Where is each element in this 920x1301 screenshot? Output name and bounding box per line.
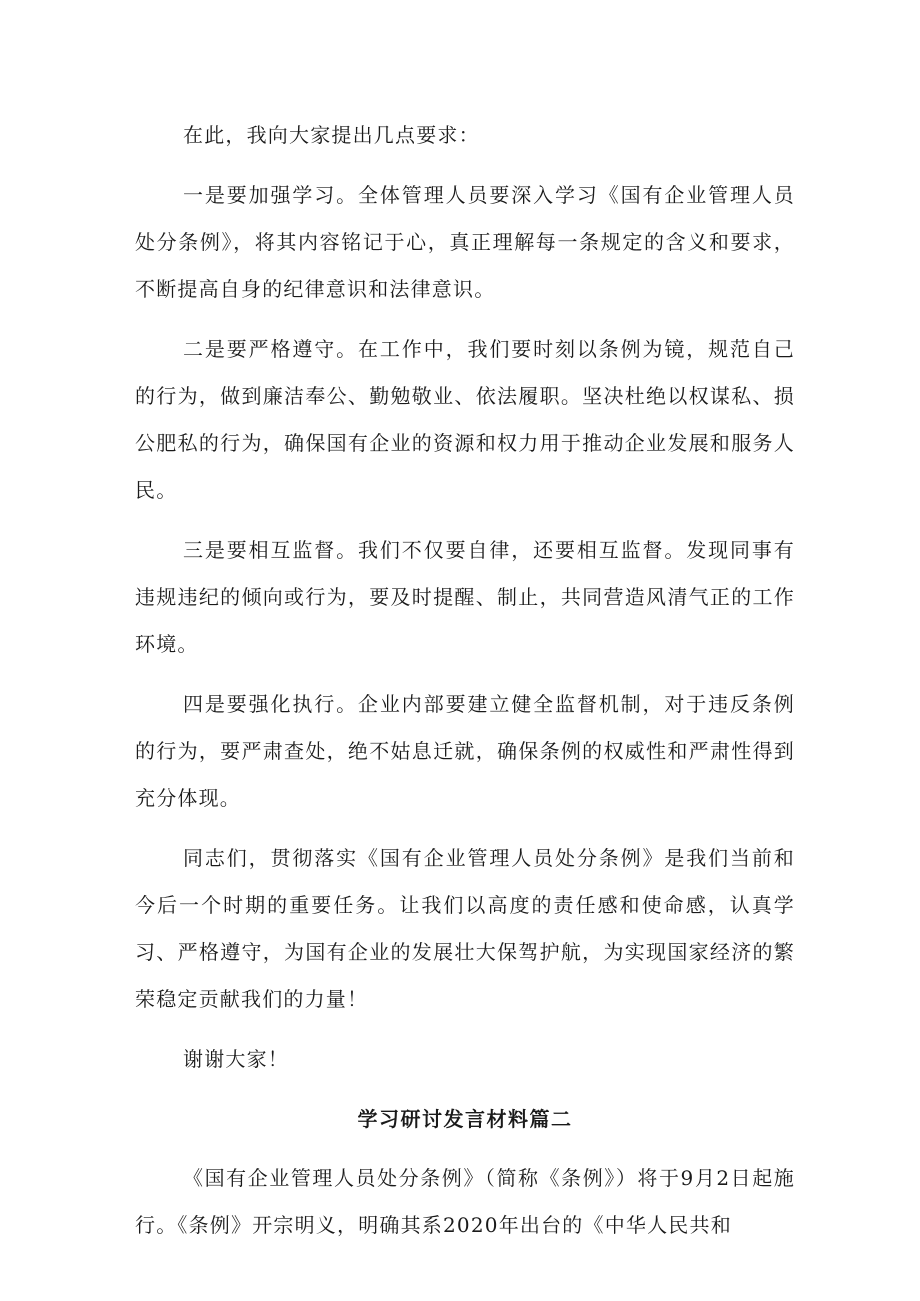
paragraph-section2-opening: 《国有企业管理人员处分条例》（简称《条例》）将于9月2日起施行。《条例》开宗明义，明确其系2020年出台的《中华人民共和 <box>135 1166 795 1237</box>
paragraph-study: 一是要加强学习。全体管理人员要深入学习《国有企业管理人员处分条例》，将其内容铭记于心，真正理解每一条规定的含义和要求，不断提高自身的纪律意识和法律意识。 <box>135 183 795 301</box>
paragraph-conclusion: 同志们，贯彻落实《国有企业管理人员处分条例》是我们当前和今后一个时期的重要任务。让我们以高度的责任感和使命感，认真学习、严格遵守，为国有企业的发展壮大保驾护航，为实现国家经济的繁荣稳定贡献我们的力量！ <box>135 846 795 1011</box>
paragraph-comply: 二是要严格遵守。在工作中，我们要时刻以条例为镜，规范自己的行为，做到廉洁奉公、勤勉敬业、依法履职。坚决杜绝以权谋私、损公肥私的行为，确保国有企业的资源和权力用于推动企业发展和服务人民。 <box>135 337 795 502</box>
section-heading: 学习研讨发言材料篇二 <box>357 1107 573 1131</box>
document-body <box>135 112 795 1249</box>
paragraph-intro: 在此，我向大家提出几点要求： <box>183 123 480 147</box>
paragraph-supervise: 三是要相互监督。我们不仅要自律，还要相互监督。发现同事有违规违纪的倾向或行为，要及时提醒、制止，共同营造风清气正的工作环境。 <box>135 538 795 656</box>
paragraph-enforce: 四是要强化执行。企业内部要建立健全监督机制，对于违反条例的行为，要严肃查处，绝不姑息迁就，确保条例的权威性和严肃性得到充分体现。 <box>135 692 795 810</box>
paragraph-thanks: 谢谢大家！ <box>183 1047 289 1071</box>
